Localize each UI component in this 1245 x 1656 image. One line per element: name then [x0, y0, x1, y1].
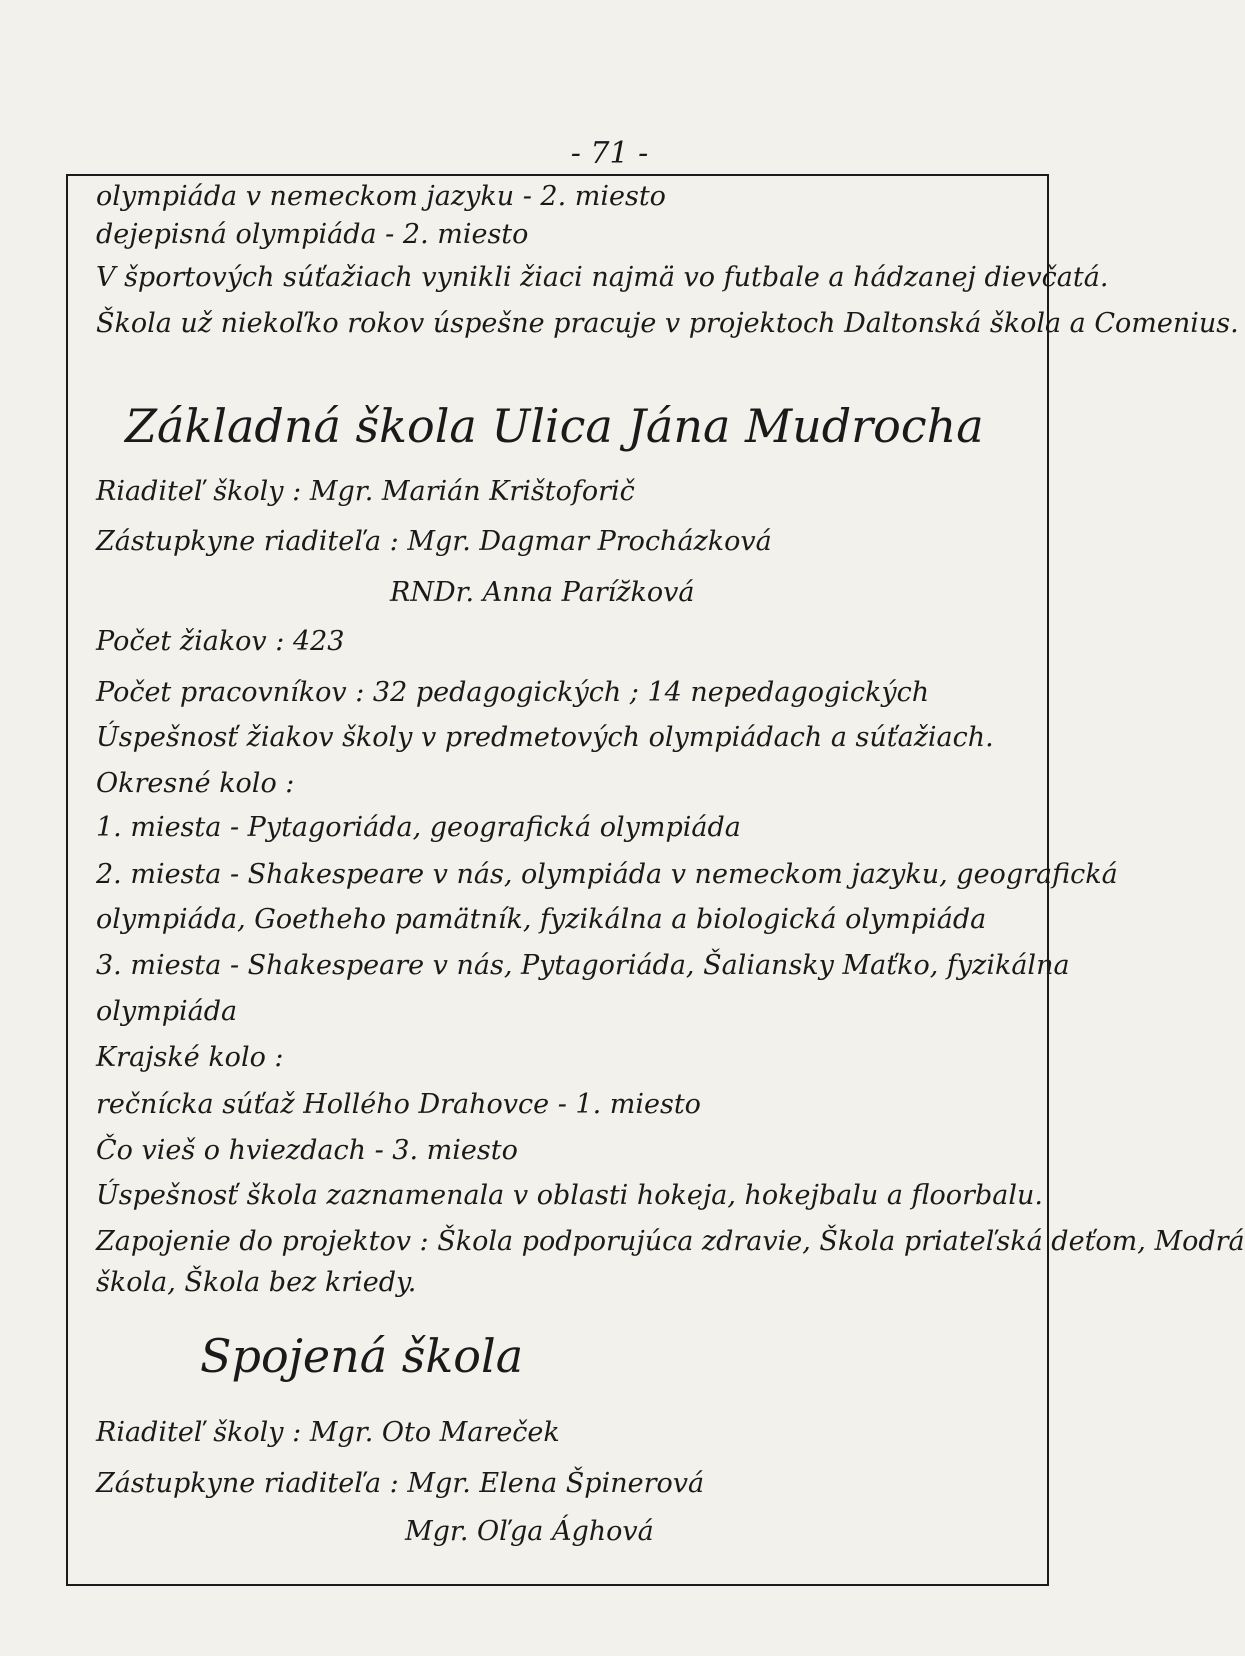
school1-success-intro: Úspešnosť žiakov školy v predmetových olympiádach a súťažiach.	[96, 722, 994, 753]
school1-students: Počet žiakov : 423	[96, 626, 345, 657]
school1-director: Riaditeľ školy : Mgr. Marián Krištoforič	[96, 476, 635, 507]
district-third-places-cont: olympiáda	[96, 996, 238, 1027]
projects-cont: škola, Škola bez kriedy.	[96, 1267, 417, 1298]
school1-deputy-2: RNDr. Anna Paríz̆ková	[390, 577, 695, 608]
projects: Zapojenie do projektov : Škola podporujúca zdravie, Škola priateľská deťom, Modrá	[96, 1226, 1245, 1257]
regional-result-2: Čo vieš o hviezdach - 3. miesto	[96, 1135, 518, 1166]
district-round-heading: Okresné kolo :	[96, 768, 295, 799]
page-number: - 71 -	[570, 136, 649, 171]
text-line: Škola už niekoľko rokov úspešne pracuje v projektoch Daltonská škola a Comenius.	[96, 308, 1239, 339]
school2-deputy: Zástupkyne riaditeľa : Mgr. Elena Špinerová	[96, 1468, 705, 1499]
school2-director: Riaditeľ školy : Mgr. Oto Mareček	[96, 1417, 560, 1448]
school1-deputy: Zástupkyne riaditeľa : Mgr. Dagmar Procházková	[96, 526, 772, 557]
regional-result-1: rečnícka súťaž Hollého Drahovce - 1. miesto	[96, 1089, 701, 1120]
text-line: V športových súťažiach vynikli žiaci najmä vo futbale a hádzanej dievčatá.	[96, 262, 1109, 293]
district-second-places-cont: olympiáda, Goetheho pamätník, fyzikálna a biologická olympiáda	[96, 904, 987, 935]
district-first-places: 1. miesta - Pytagoriáda, geografická olympiáda	[96, 812, 741, 843]
school2-deputy-2: Mgr. Oľga Ághová	[405, 1516, 654, 1547]
text-line: olympiáda v nemeckom jazyku - 2. miesto	[96, 181, 666, 212]
text-line: dejepisná olympiáda - 2. miesto	[96, 219, 529, 250]
sport-success: Úspešnosť škola zaznamenala v oblasti hokeja, hokejbalu a floorbalu.	[96, 1180, 1043, 1211]
school1-title: Základná škola Ulica Jána Mudrocha	[125, 399, 984, 453]
regional-round-heading: Krajské kolo :	[96, 1042, 284, 1073]
district-second-places: 2. miesta - Shakespeare v nás, olympiáda v nemeckom jazyku, geografická	[96, 859, 1118, 890]
school2-title: Spojená škola	[200, 1329, 524, 1383]
school1-staff: Počet pracovníkov : 32 pedagogických ; 14 nepedagogických	[96, 677, 930, 708]
district-third-places: 3. miesta - Shakespeare v nás, Pytagoriáda, Šaliansky Maťko, fyzikálna	[96, 950, 1070, 981]
